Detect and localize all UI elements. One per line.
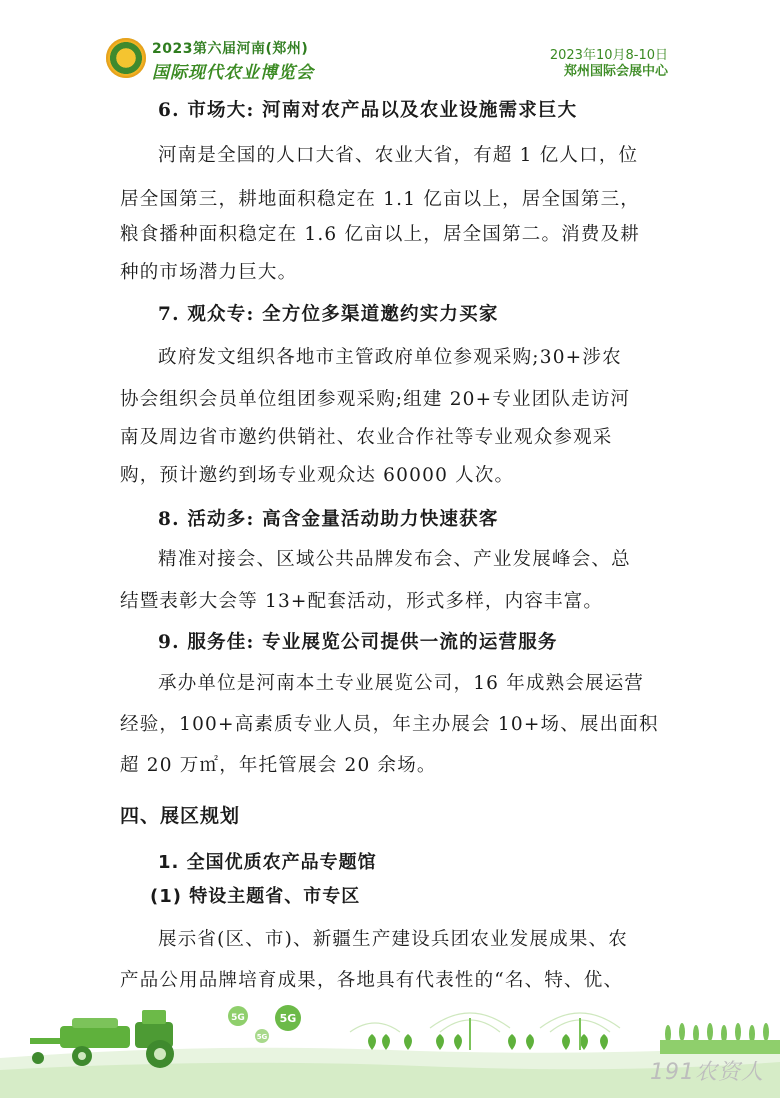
paragraph-line: 展示省(区、市)、新疆生产建设兵团农业发展成果、农 <box>158 929 628 950</box>
paragraph-line: 居全国第三，耕地面积稳定在 1.1 亿亩以上，居全国第三， <box>120 189 640 210</box>
5g-badge-icon <box>275 1005 301 1031</box>
paragraph-line: 超 20 万㎡，年托管展会 20 余场。 <box>120 755 437 776</box>
sprout-icon <box>368 1034 608 1050</box>
header-subtitle: 国际现代农业博览会 <box>152 63 314 83</box>
page-header <box>0 0 780 90</box>
subsection-title: (1) 特设主题省、市专区 <box>150 886 361 907</box>
paragraph-line: 粮食播种面积稳定在 1.6 亿亩以上，居全国第二。消费及耕 <box>120 224 640 245</box>
heading-market: 6. 市场大: 河南对农产品以及农业设施需求巨大 <box>158 100 578 121</box>
paragraph-line: 南及周边省市邀约供销社、农业合作社等专业观众参观采 <box>120 427 613 448</box>
section-title-zones: 四、展区规划 <box>120 805 241 827</box>
svg-text:5G: 5G <box>279 1012 297 1025</box>
svg-text:5G: 5G <box>256 1033 268 1041</box>
header-date: 2023年10月8-10日 <box>549 48 668 63</box>
header-venue: 郑州国际会展中心 <box>563 64 668 79</box>
heading-audience: 7. 观众专: 全方位多渠道邀约实力买家 <box>158 304 499 325</box>
paragraph-line: 协会组织会员单位组团参观采购;组建 20+专业团队走访河 <box>120 389 631 410</box>
paragraph-line: 购，预计邀约到场专业观众达 60000 人次。 <box>120 465 515 486</box>
svg-text:5G: 5G <box>231 1013 245 1023</box>
paragraph-line: 承办单位是河南本土专业展览公司，16 年成熟会展运营 <box>158 673 645 694</box>
paragraph-line: 经验，100+高素质专业人员，年主办展会 10+场、展出面积 <box>120 714 659 735</box>
expo-logo-icon <box>106 38 146 78</box>
heading-service: 9. 服务佳: 专业展览公司提供一流的运营服务 <box>158 632 558 653</box>
5g-badge-icon <box>255 1029 269 1043</box>
paragraph-line: 产品公用品牌培育成果，各地具有代表性的“名、特、优、 <box>120 970 624 991</box>
subsection-title: 1. 全国优质农产品专题馆 <box>158 852 377 873</box>
header-title: 2023第六届河南(郑州) <box>152 41 309 57</box>
watermark: 191农资人 <box>650 1060 764 1085</box>
paragraph-line: 种的市场潜力巨大。 <box>120 262 298 283</box>
paragraph-line: 结暨表彰大会等 13+配套活动，形式多样，内容丰富。 <box>120 591 604 612</box>
5g-badge-icon <box>228 1006 248 1026</box>
paragraph-line: 政府发文组织各地市主管政府单位参观采购;30+涉农 <box>158 347 622 368</box>
paragraph-line: 精准对接会、区域公共品牌发布会、产业发展峰会、总 <box>158 549 631 570</box>
page-footer <box>0 988 780 1098</box>
paragraph-line: 河南是全国的人口大省、农业大省，有超 1 亿人口，位 <box>158 145 639 166</box>
heading-activities: 8. 活动多: 高含金量活动助力快速获客 <box>158 509 499 530</box>
